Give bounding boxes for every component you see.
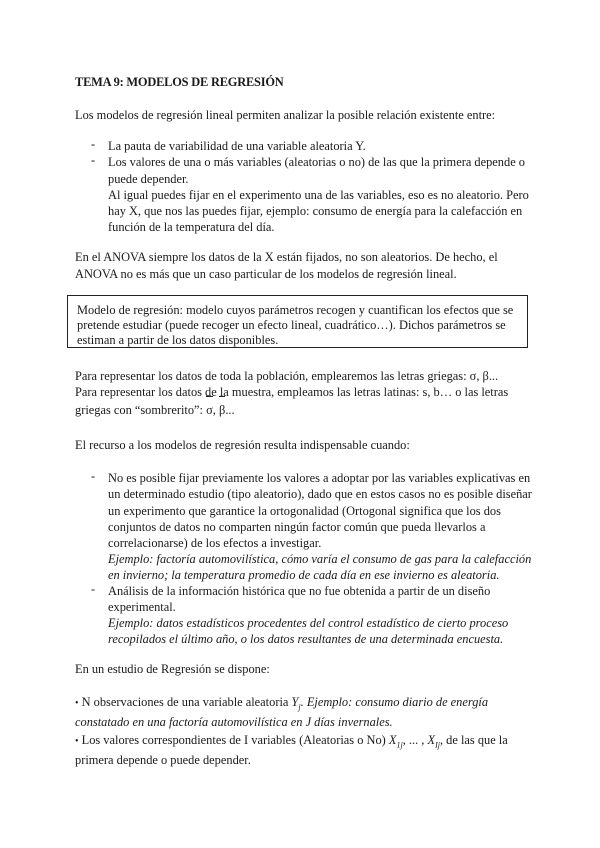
sample-paragraph-line	[75, 401, 235, 419]
sample-paragraph: Para representar los datos de la muestra, empleamos las letras latinas: s, b… o las letras	[75, 385, 509, 399]
list-dash: -	[91, 153, 96, 167]
anova-paragraph: En el ANOVA siempre los datos de la X están fijados, no son aleatorios. De hecho, el	[75, 250, 498, 264]
list-item-line: un experimento que garantice la ortogonalidad (Ortogonal significa que los dos	[108, 504, 501, 518]
list-item: Análisis de la información histórica que no fue obtenida a partir de un diseño	[108, 584, 491, 598]
bullet-item-line: constatado en una factoría automovilística en J días invernales.	[75, 715, 393, 729]
bullet-text: Los valores correspondientes de I variables (Aleatorias o No)	[81, 733, 386, 747]
anova-paragraph-line: ANOVA no es más que un caso particular de los modelos de regresión lineal.	[75, 267, 457, 281]
variable-xi: X	[427, 733, 436, 747]
example-line: recopilados el último año, o los datos resultantes de una determinada encuesta.	[108, 632, 504, 646]
list-item-line: función de la temperatura del día.	[108, 220, 275, 234]
example-line: en invierno; la temperatura promedio de cada día en ese invierno es aleatoria.	[108, 568, 500, 582]
bullet-item-line: primera depende o puede depender.	[75, 753, 251, 767]
definition-line: Modelo de regresión: modelo cuyos parámetros recogen y cuantifican los efectos que se	[77, 303, 514, 317]
bullet-icon: •	[75, 698, 79, 709]
variable-y: Y	[291, 695, 299, 709]
bullet-text-end: , de las que la	[439, 733, 508, 747]
page-title: TEMA 9: MODELOS DE REGRESIÓN	[75, 75, 284, 89]
example-line: Ejemplo: datos estadísticos procedentes del control estadístico de cierto proceso	[108, 616, 509, 630]
bullet-icon: •	[75, 736, 79, 747]
sample-text: griegas con “sombrerito”:	[75, 403, 203, 417]
list-item-line: un determinado estudio (tipo aleatorio), dado que en estos casos no es posible diseñar	[108, 487, 532, 501]
example-line: Ejemplo: factoría automovilística, cómo varía el consumo de gas para la calefacción	[108, 552, 532, 566]
list-dash: -	[91, 469, 96, 483]
intro-paragraph: Los modelos de regresión lineal permiten analizar la posible relación existente entre:	[75, 108, 496, 122]
list-item-line: Al igual puedes fijar en el experimento una de las variables, eso es no aleatorio. Pero	[108, 188, 529, 202]
variable-x1: X	[388, 733, 397, 747]
variable-xi-subscript: Ij	[435, 740, 440, 750]
population-paragraph: Para representar los datos de toda la población, emplearemos las letras griegas: σ, β...	[75, 369, 499, 383]
list-item: Los valores de una o más variables (aleatorias o no) de las que la primera depende o	[108, 155, 525, 169]
list-item-line: hay X, que nos las puedes fijar, ejemplo: consumo de energía para la calefacción en	[108, 204, 523, 218]
definition-line: estiman a partir de los datos disponibles.	[77, 333, 279, 347]
variable-ellipsis: , ... ,	[402, 733, 425, 747]
list-dash: -	[91, 582, 96, 596]
definition-box	[67, 295, 528, 348]
hat-ellipsis: ...	[225, 403, 235, 417]
definition-line: pretende estudiar (puede recoger un efecto lineal, cuadrático…). Dichos parámetros se	[77, 318, 506, 332]
bullet-example: . Ejemplo: consumo diario de energía	[300, 695, 489, 709]
variable-y-subscript: j	[298, 702, 301, 712]
hat-separator: ,	[212, 403, 216, 417]
hat-sigma: σ	[206, 403, 213, 417]
variable-x1-subscript: 1j	[396, 740, 403, 750]
list-item: La pauta de variabilidad de una variable aleatoria Y.	[108, 139, 366, 153]
hat-beta: β	[219, 403, 226, 417]
list-dash: -	[91, 137, 96, 151]
list-item: No es posible fijar previamente los valores a adoptar por las variables explicativas en	[108, 471, 531, 485]
list-item-line: experimental.	[108, 600, 176, 614]
recurso-paragraph: El recurso a los modelos de regresión resulta indispensable cuando:	[75, 438, 410, 452]
list-item-line: correlacionarse) de los efectos a investigar.	[108, 536, 322, 550]
list-item-line: conjuntos de datos no comparten ningún factor común que pueda llevarlos a	[108, 520, 486, 534]
estudio-paragraph: En un estudio de Regresión se dispone:	[75, 662, 270, 676]
bullet-text: N observaciones de una variable aleatoria	[81, 695, 289, 709]
list-item-line: puede depender.	[108, 172, 189, 186]
